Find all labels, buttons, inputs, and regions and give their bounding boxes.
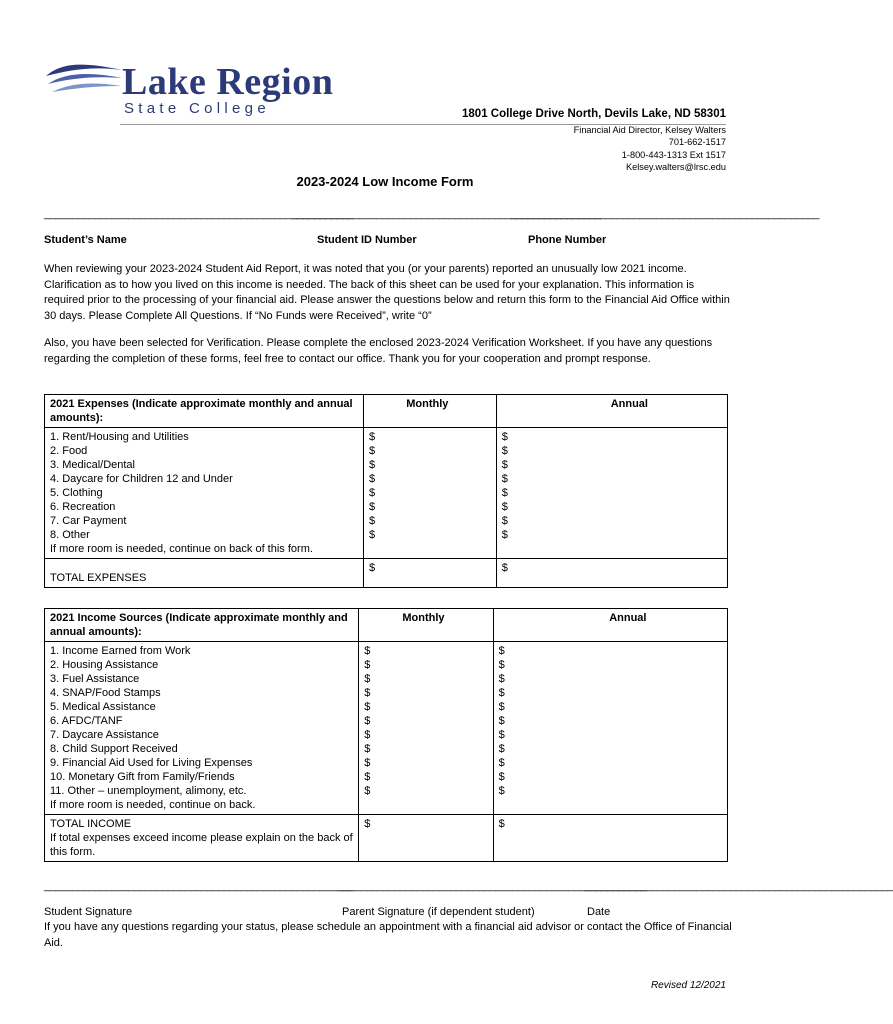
dollar-sign: $ bbox=[498, 729, 505, 741]
dollar-sign: $ bbox=[368, 445, 376, 457]
form-title: 2023-2024 Low Income Form bbox=[296, 174, 474, 189]
expenses-monthly-cell[interactable] bbox=[363, 428, 496, 559]
contact-email: Kelsey.walters@lrsc.edu bbox=[625, 162, 726, 173]
footer-paragraph: If you have any questions regarding your status, please schedule an appointment with a financial aid advisor or contact the Office of Financial Aid. bbox=[44, 921, 732, 949]
expenses-items-cell bbox=[45, 428, 364, 559]
dollar-sign: $ bbox=[364, 687, 371, 699]
income-annual-header: Annual bbox=[493, 609, 727, 642]
date-label: Date bbox=[587, 906, 611, 918]
income-item: 10. Monetary Gift from Family/Friends bbox=[50, 771, 235, 783]
student-signature-label: Student Signature bbox=[44, 906, 133, 918]
income-item: 8. Child Support Received bbox=[50, 743, 178, 755]
dollar-sign: $ bbox=[364, 701, 371, 713]
dollar-sign: $ bbox=[368, 487, 376, 499]
dollar-sign: $ bbox=[364, 771, 371, 783]
dollar-sign: $ bbox=[368, 459, 376, 471]
total-income-label: TOTAL INCOME bbox=[50, 818, 132, 830]
income-table bbox=[44, 608, 728, 862]
expense-item: 7. Car Payment bbox=[50, 515, 127, 527]
total-expenses-monthly[interactable] bbox=[363, 559, 496, 588]
income-note: If more room is needed, continue on back. bbox=[50, 799, 256, 811]
intro-paragraph: When reviewing your 2023-2024 Student Aid Report, it was noted that you (or your parents) reported an unusually low 2021 income. Clarification as to how you lived on this income is needed. The back of this sheet can be used for your explanation. This information is required prior to the processing of your financial aid. Please answer the questions below and return this form to the Financial Aid Office within 30 days. Please Complete All Questions. If “No Funds were Received”, write “0” bbox=[44, 263, 730, 322]
income-item: 7. Daycare Assistance bbox=[50, 729, 159, 741]
expenses-heading: 2021 Expenses (Indicate approximate monthly and annual amounts): bbox=[45, 395, 364, 428]
dollar-sign: $ bbox=[368, 562, 376, 574]
dollar-sign: $ bbox=[368, 431, 376, 443]
logo-text: Lake Region bbox=[122, 61, 334, 103]
dollar-sign: $ bbox=[501, 473, 508, 485]
total-expenses-label: TOTAL EXPENSES bbox=[45, 559, 364, 588]
income-item: 11. Other – unemployment, alimony, etc. bbox=[50, 785, 247, 797]
verification-paragraph: Also, you have been selected for Verification. Please complete the enclosed 2023-2024 Verification Worksheet. If you have any questions regarding the completion of these forms, feel free to contact our office. Thank you for your cooperation and prompt response. bbox=[44, 337, 713, 365]
student-id-label: Student ID Number bbox=[317, 234, 417, 246]
dollar-sign: $ bbox=[498, 701, 505, 713]
income-heading: 2021 Income Sources (Indicate approximate monthly and annual amounts): bbox=[45, 609, 359, 642]
expense-item: 6. Recreation bbox=[50, 501, 116, 513]
income-monthly-cell[interactable] bbox=[359, 642, 493, 815]
expense-item: 1. Rent/Housing and Utilities bbox=[50, 431, 189, 443]
contact-block bbox=[574, 124, 726, 174]
total-expenses-annual[interactable] bbox=[496, 559, 727, 588]
dollar-sign: $ bbox=[364, 818, 371, 830]
dollar-sign: $ bbox=[364, 729, 371, 741]
dollar-sign: $ bbox=[501, 562, 508, 574]
college-logo-waves-icon bbox=[44, 58, 124, 98]
dollar-sign: $ bbox=[368, 515, 376, 527]
date-field[interactable]: _______________________________________________________ bbox=[584, 880, 893, 892]
expenses-table bbox=[44, 394, 728, 588]
income-item: 3. Fuel Assistance bbox=[50, 673, 140, 685]
dollar-sign: $ bbox=[501, 501, 508, 513]
dollar-sign: $ bbox=[364, 715, 371, 727]
dollar-sign: $ bbox=[501, 487, 508, 499]
dollar-sign: $ bbox=[498, 673, 505, 685]
expenses-annual-header: Annual bbox=[496, 395, 727, 428]
parent-signature-label: Parent Signature (if dependent student) bbox=[342, 906, 535, 918]
student-id-field[interactable]: _______________________________________________________ bbox=[292, 208, 601, 220]
expenses-annual-cell[interactable] bbox=[496, 428, 727, 559]
dollar-sign: $ bbox=[364, 785, 371, 797]
dollar-sign: $ bbox=[498, 757, 505, 769]
dollar-sign: $ bbox=[498, 818, 505, 830]
dollar-sign: $ bbox=[364, 659, 371, 671]
student-name-field[interactable]: _______________________________________________________ bbox=[44, 208, 353, 220]
contact-director: Financial Aid Director, Kelsey Walters bbox=[573, 125, 726, 135]
dollar-sign: $ bbox=[364, 673, 371, 685]
contact-phone: 701-662-1517 bbox=[668, 137, 726, 148]
total-income-cell bbox=[45, 815, 359, 862]
income-item: 2. Housing Assistance bbox=[50, 659, 159, 671]
expenses-monthly-header: Monthly bbox=[363, 395, 496, 428]
dollar-sign: $ bbox=[498, 659, 505, 671]
phone-field[interactable]: _______________________________________________________ bbox=[510, 208, 819, 220]
expense-item: 3. Medical/Dental bbox=[50, 459, 135, 471]
dollar-sign: $ bbox=[501, 445, 508, 457]
total-income-note: If total expenses exceed income please explain on the back of this form. bbox=[50, 832, 353, 858]
income-item: 9. Financial Aid Used for Living Expenses bbox=[50, 757, 253, 769]
dollar-sign: $ bbox=[364, 645, 371, 657]
phone-label: Phone Number bbox=[528, 234, 607, 246]
income-monthly-header: Monthly bbox=[359, 609, 493, 642]
dollar-sign: $ bbox=[501, 459, 508, 471]
dollar-sign: $ bbox=[368, 529, 376, 541]
dollar-sign: $ bbox=[498, 785, 505, 797]
expense-item: 5. Clothing bbox=[50, 487, 103, 499]
dollar-sign: $ bbox=[498, 743, 505, 755]
dollar-sign: $ bbox=[368, 473, 376, 485]
expense-item: 2. Food bbox=[50, 445, 88, 457]
contact-tollfree: 1-800-443-1313 Ext 1517 bbox=[621, 149, 726, 160]
income-annual-cell[interactable] bbox=[493, 642, 727, 815]
dollar-sign: $ bbox=[364, 757, 371, 769]
dollar-sign: $ bbox=[501, 431, 508, 443]
income-items-cell bbox=[45, 642, 359, 815]
student-name-label: Student’s Name bbox=[44, 234, 127, 246]
income-item: 4. SNAP/Food Stamps bbox=[50, 687, 161, 699]
expense-item: 4. Daycare for Children 12 and Under bbox=[50, 473, 233, 485]
dollar-sign: $ bbox=[501, 529, 508, 541]
expense-item: 8. Other bbox=[50, 529, 90, 541]
dollar-sign: $ bbox=[498, 687, 505, 699]
logo-subtext: State College bbox=[124, 100, 270, 117]
dollar-sign: $ bbox=[501, 515, 508, 527]
income-item: 5. Medical Assistance bbox=[50, 701, 156, 713]
revised-date: Revised 12/2021 bbox=[650, 980, 726, 991]
dollar-sign: $ bbox=[368, 501, 376, 513]
dollar-sign: $ bbox=[498, 771, 505, 783]
total-income-annual[interactable] bbox=[493, 815, 727, 862]
dollar-sign: $ bbox=[498, 715, 505, 727]
income-item: 6. AFDC/TANF bbox=[50, 715, 123, 727]
student-signature-field[interactable]: _______________________________________________________ bbox=[44, 880, 353, 892]
college-address: 1801 College Drive North, Devils Lake, ND 58301 bbox=[462, 108, 726, 120]
parent-signature-field[interactable]: _______________________________________________________ bbox=[338, 880, 647, 892]
income-item: 1. Income Earned from Work bbox=[50, 645, 191, 657]
dollar-sign: $ bbox=[498, 645, 505, 657]
expense-note: If more room is needed, continue on back of this form. bbox=[50, 543, 313, 555]
dollar-sign: $ bbox=[364, 743, 371, 755]
total-income-monthly[interactable] bbox=[359, 815, 493, 862]
